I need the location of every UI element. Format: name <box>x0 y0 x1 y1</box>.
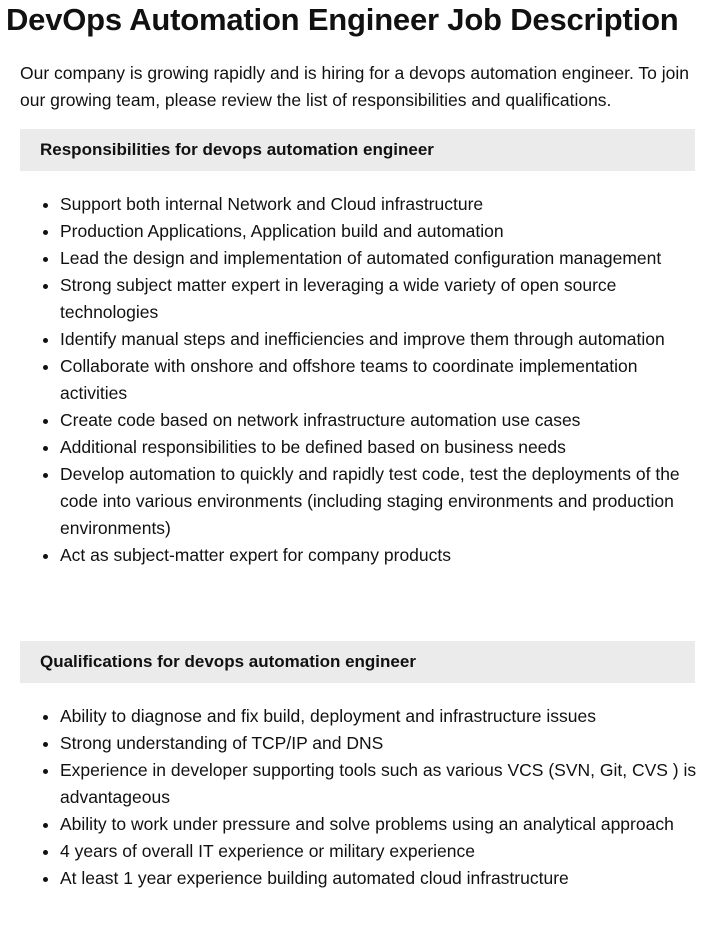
section-heading: Qualifications for devops automation engineer <box>20 641 695 683</box>
list-item: • Identify manual steps and inefficiencies and improve them through automation <box>60 326 700 353</box>
responsibilities-section <box>20 129 695 569</box>
responsibilities-list <box>20 191 700 569</box>
list-item: • Ability to diagnose and fix build, deployment and infrastructure issues <box>60 703 700 730</box>
list-item: • Lead the design and implementation of automated configuration management <box>60 245 700 272</box>
list-item: • Experience in developer supporting tools such as various VCS (SVN, Git, CVS ) is advantageous <box>60 757 700 811</box>
section-heading: Responsibilities for devops automation engineer <box>20 129 695 171</box>
list-item: • Collaborate with onshore and offshore teams to coordinate implementation activities <box>60 353 700 407</box>
list-item: • Strong subject matter expert in leveraging a wide variety of open source technologies <box>60 272 700 326</box>
qualifications-list <box>20 703 700 892</box>
list-item: • At least 1 year experience building automated cloud infrastructure <box>60 865 700 892</box>
qualifications-section <box>20 641 695 892</box>
list-item: • Production Applications, Application build and automation <box>60 218 700 245</box>
list-item: • Create code based on network infrastructure automation use cases <box>60 407 700 434</box>
list-item: • Ability to work under pressure and solve problems using an analytical approach <box>60 811 700 838</box>
list-item: • Act as subject-matter expert for company products <box>60 542 700 569</box>
list-item: • Develop automation to quickly and rapidly test code, test the deployments of the code into various environments (including staging environments and production environments) <box>60 461 700 542</box>
list-item: • 4 years of overall IT experience or military experience <box>60 838 700 865</box>
list-item: • Strong understanding of TCP/IP and DNS <box>60 730 700 757</box>
list-item: • Support both internal Network and Cloud infrastructure <box>60 191 700 218</box>
intro-paragraph: Our company is growing rapidly and is hiring for a devops automation engineer. To join our growing team, please review the list of responsibilities and qualifications. <box>20 63 689 110</box>
list-item: • Additional responsibilities to be defined based on business needs <box>60 434 700 461</box>
page-title: DevOps Automation Engineer Job Description <box>6 2 679 37</box>
